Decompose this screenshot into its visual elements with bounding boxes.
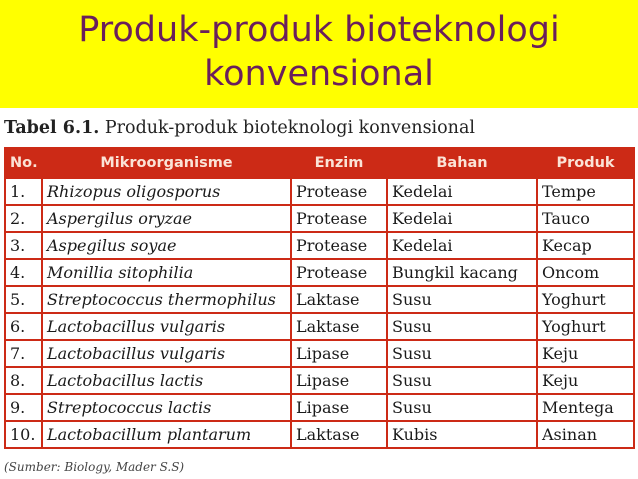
cell-no: 8.	[5, 367, 42, 394]
cell-produk: Mentega	[537, 394, 634, 421]
table-row	[5, 178, 634, 205]
cell-enzim: Lipase	[291, 340, 387, 367]
cell-bahan: Susu	[387, 340, 537, 367]
cell-bahan: Kedelai	[387, 205, 537, 232]
cell-enzim: Protease	[291, 205, 387, 232]
cell-bahan: Kedelai	[387, 178, 537, 205]
slide-title-line-2: konvensional	[204, 54, 434, 94]
cell-produk: Keju	[537, 340, 634, 367]
cell-produk: Keju	[537, 367, 634, 394]
table-row	[5, 286, 634, 313]
slide-title	[0, 8, 638, 96]
cell-bahan: Susu	[387, 313, 537, 340]
source-note: (Sumber: Biology, Mader S.S)	[4, 460, 185, 474]
cell-bahan: Bungkil kacang	[387, 259, 537, 286]
cell-no: 5.	[5, 286, 42, 313]
cell-mikroorganisme: Aspegilus soyae	[42, 232, 291, 259]
slide-title-line-1: Produk-produk bioteknologi	[78, 10, 560, 50]
cell-mikroorganisme: Rhizopus oligosporus	[42, 178, 291, 205]
cell-enzim: Laktase	[291, 286, 387, 313]
table-row	[5, 340, 634, 367]
cell-no: 1.	[5, 178, 42, 205]
cell-mikroorganisme: Streptococcus lactis	[42, 394, 291, 421]
title-banner	[0, 0, 638, 108]
cell-mikroorganisme: Lactobacillus vulgaris	[42, 340, 291, 367]
table-row	[5, 394, 634, 421]
cell-bahan: Kubis	[387, 421, 537, 448]
cell-mikroorganisme: Aspergilus oryzae	[42, 205, 291, 232]
cell-enzim: Laktase	[291, 313, 387, 340]
cell-produk: Yoghurt	[537, 286, 634, 313]
cell-enzim: Protease	[291, 178, 387, 205]
cell-enzim: Lipase	[291, 367, 387, 394]
table-caption-label: Tabel 6.1.	[4, 118, 100, 138]
cell-no: 3.	[5, 232, 42, 259]
table-row	[5, 205, 634, 232]
cell-no: 4.	[5, 259, 42, 286]
table-row	[5, 421, 634, 448]
cell-mikroorganisme: Lactobacillus vulgaris	[42, 313, 291, 340]
products-table	[4, 147, 635, 449]
header-produk: Produk	[537, 148, 634, 178]
cell-bahan: Susu	[387, 394, 537, 421]
cell-bahan: Susu	[387, 286, 537, 313]
cell-no: 9.	[5, 394, 42, 421]
cell-bahan: Susu	[387, 367, 537, 394]
header-mikroorganisme: Mikroorganisme	[42, 148, 291, 178]
table-header-row	[5, 148, 634, 178]
table-caption	[4, 118, 475, 138]
cell-produk: Asinan	[537, 421, 634, 448]
table-row	[5, 232, 634, 259]
cell-produk: Tauco	[537, 205, 634, 232]
cell-bahan: Kedelai	[387, 232, 537, 259]
header-enzim: Enzim	[291, 148, 387, 178]
header-bahan: Bahan	[387, 148, 537, 178]
table-row	[5, 367, 634, 394]
cell-produk: Yoghurt	[537, 313, 634, 340]
cell-mikroorganisme: Lactobacillum plantarum	[42, 421, 291, 448]
cell-produk: Oncom	[537, 259, 634, 286]
cell-no: 2.	[5, 205, 42, 232]
cell-enzim: Protease	[291, 259, 387, 286]
cell-mikroorganisme: Monillia sitophilia	[42, 259, 291, 286]
cell-enzim: Lipase	[291, 394, 387, 421]
cell-no: 7.	[5, 340, 42, 367]
cell-no: 10.	[5, 421, 42, 448]
table-caption-text: Produk-produk bioteknologi konvensional	[99, 118, 475, 138]
cell-mikroorganisme: Lactobacillus lactis	[42, 367, 291, 394]
cell-produk: Kecap	[537, 232, 634, 259]
header-no: No.	[5, 148, 42, 178]
cell-mikroorganisme: Streptococcus thermophilus	[42, 286, 291, 313]
cell-enzim: Protease	[291, 232, 387, 259]
cell-enzim: Laktase	[291, 421, 387, 448]
table-row	[5, 259, 634, 286]
cell-no: 6.	[5, 313, 42, 340]
table-row	[5, 313, 634, 340]
cell-produk: Tempe	[537, 178, 634, 205]
